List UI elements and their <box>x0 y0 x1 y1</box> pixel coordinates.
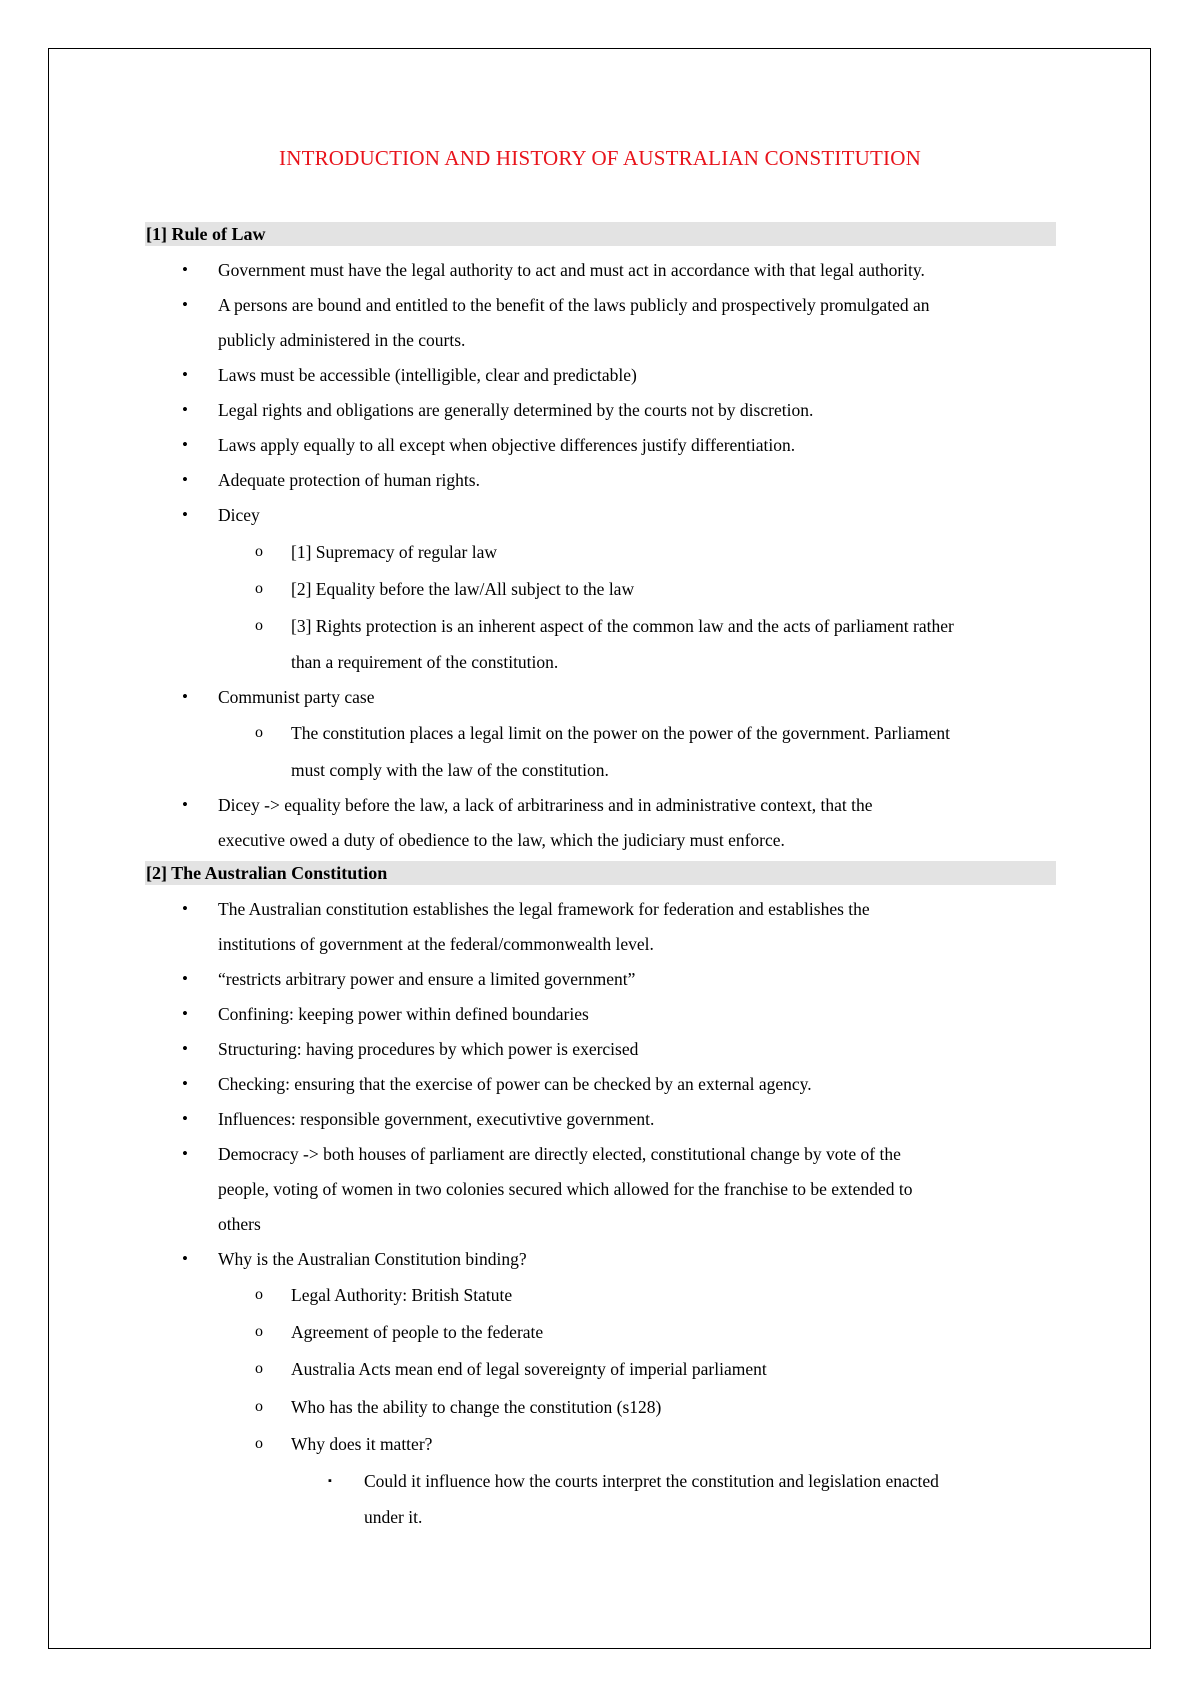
sub-bullet-icon: o <box>255 1398 263 1415</box>
square-bullet-icon: ▪ <box>328 1475 332 1487</box>
sub-list-item: [3] Rights protection is an inherent aspect of the common law and the acts of parliament rather <box>291 616 954 636</box>
list-item: Confining: keeping power within defined boundaries <box>218 1004 589 1024</box>
list-item-continuation: people, voting of women in two colonies secured which allowed for the franchise to be extended to <box>218 1179 913 1199</box>
sub-list-item-continuation: than a requirement of the constitution. <box>291 652 559 672</box>
sub-list-item: Australia Acts mean end of legal sovereignty of imperial parliament <box>291 1359 767 1379</box>
list-item-continuation: others <box>218 1214 261 1234</box>
list-item: Checking: ensuring that the exercise of power can be checked by an external agency. <box>218 1074 812 1094</box>
list-item: Laws apply equally to all except when objective differences justify differentiation. <box>218 435 796 455</box>
sub-list-item: [2] Equality before the law/All subject to the law <box>291 579 635 599</box>
bullet-icon: • <box>182 687 188 706</box>
list-item: A persons are bound and entitled to the benefit of the laws publicly and prospectively promulgated an <box>218 295 930 315</box>
list-item-continuation: institutions of government at the federal/commonwealth level. <box>218 934 654 954</box>
list-item: Structuring: having procedures by which power is exercised <box>218 1039 639 1059</box>
sub-sub-list-item-continuation: under it. <box>364 1507 423 1527</box>
list-item: Dicey -> equality before the law, a lack of arbitrariness and in administrative context, that the <box>218 795 873 815</box>
sub-list-item: Who has the ability to change the constitution (s128) <box>291 1397 662 1417</box>
sub-sub-list-item: Could it influence how the courts interpret the constitution and legislation enacted <box>364 1471 939 1491</box>
list-item: Adequate protection of human rights. <box>218 470 480 490</box>
bullet-icon: • <box>182 1004 188 1023</box>
bullet-icon: • <box>182 400 188 419</box>
bullet-icon: • <box>182 470 188 489</box>
bullet-icon: • <box>182 295 188 314</box>
document-title: INTRODUCTION AND HISTORY OF AUSTRALIAN CONSTITUTION <box>279 146 921 170</box>
sub-bullet-icon: o <box>255 1323 263 1340</box>
list-item: Laws must be accessible (intelligible, clear and predictable) <box>218 365 637 385</box>
bullet-icon: • <box>182 899 188 918</box>
sub-bullet-icon: o <box>255 617 263 634</box>
list-item: Dicey <box>218 505 260 525</box>
bullet-icon: • <box>182 795 188 814</box>
bullet-icon: • <box>182 1249 188 1268</box>
bullet-icon: • <box>182 260 188 279</box>
bullet-icon: • <box>182 969 188 988</box>
list-item: Government must have the legal authority to act and must act in accordance with that legal authority. <box>218 260 925 280</box>
list-item-continuation: executive owed a duty of obedience to the law, which the judiciary must enforce. <box>218 830 785 850</box>
list-item-continuation: publicly administered in the courts. <box>218 330 466 350</box>
sub-bullet-icon: o <box>255 1360 263 1377</box>
list-item: Legal rights and obligations are generally determined by the courts not by discretion. <box>218 400 814 420</box>
sub-list-item: Why does it matter? <box>291 1434 433 1454</box>
list-item: “restricts arbitrary power and ensure a limited government” <box>218 969 636 989</box>
sub-bullet-icon: o <box>255 543 263 560</box>
list-item: Communist party case <box>218 687 375 707</box>
sub-bullet-icon: o <box>255 580 263 597</box>
bullet-icon: • <box>182 1039 188 1058</box>
bullet-icon: • <box>182 435 188 454</box>
bullet-icon: • <box>182 1109 188 1128</box>
list-item: Influences: responsible government, executivtive government. <box>218 1109 655 1129</box>
list-item: The Australian constitution establishes the legal framework for federation and establishes the <box>218 899 870 919</box>
sub-list-item: The constitution places a legal limit on the power on the power of the government. Parliament <box>291 723 950 743</box>
sub-list-item-continuation: must comply with the law of the constitution. <box>291 760 609 780</box>
bullet-icon: • <box>182 1074 188 1093</box>
sub-bullet-icon: o <box>255 724 263 741</box>
section-heading-rule-of-law: [1] Rule of Law <box>145 222 1056 246</box>
sub-bullet-icon: o <box>255 1435 263 1452</box>
section-heading-australian-constitution: [2] The Australian Constitution <box>145 861 1056 885</box>
bullet-icon: • <box>182 1144 188 1163</box>
sub-list-item: Legal Authority: British Statute <box>291 1285 513 1305</box>
bullet-icon: • <box>182 505 188 524</box>
sub-list-item: Agreement of people to the federate <box>291 1322 544 1342</box>
list-item: Democracy -> both houses of parliament are directly elected, constitutional change by vote of the <box>218 1144 901 1164</box>
sub-bullet-icon: o <box>255 1286 263 1303</box>
sub-list-item: [1] Supremacy of regular law <box>291 542 498 562</box>
list-item: Why is the Australian Constitution binding? <box>218 1249 527 1269</box>
bullet-icon: • <box>182 365 188 384</box>
